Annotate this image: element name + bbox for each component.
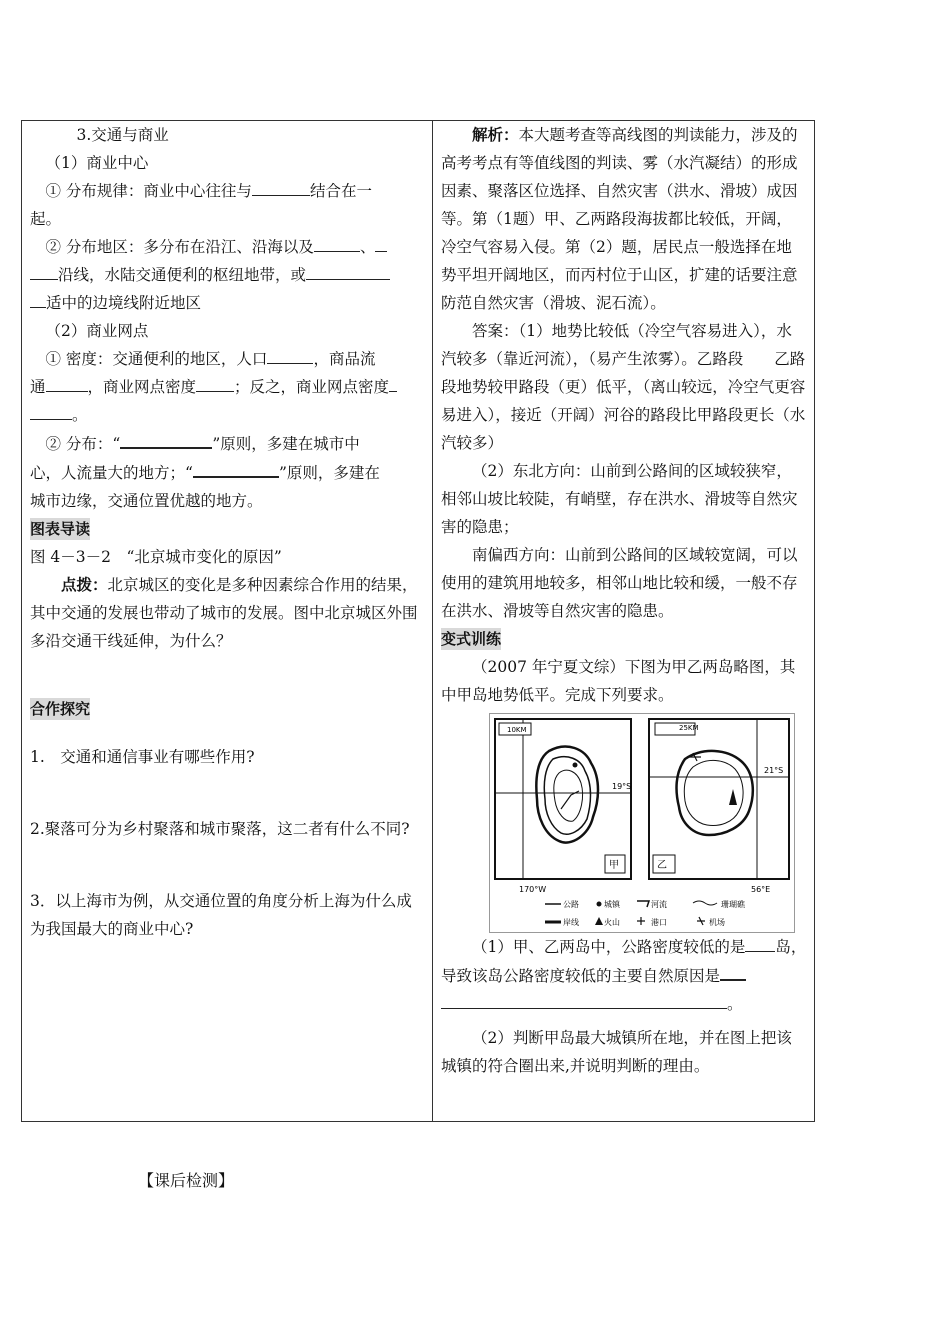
blank-field[interactable] bbox=[196, 373, 234, 392]
svg-text:甲: 甲 bbox=[609, 860, 619, 871]
left-column bbox=[30, 121, 424, 943]
answer-2: （2）东北方向：山前到公路间的区域较狭窄，相邻山坡比较陡，有峭壁，存在洪水、滑坡等自然灾害的隐患； bbox=[441, 462, 798, 536]
blank-field[interactable] bbox=[30, 261, 58, 280]
text-line: 适中的边境线附近地区 bbox=[30, 289, 424, 317]
distribution-rule: ① 分布规律：商业中心往往与 结合在一 bbox=[30, 177, 424, 205]
question-2: 2.聚落可分为乡村聚落和城市聚落，这二者有什么不同? bbox=[30, 820, 410, 838]
variant-question-2: （2）判断甲岛最大城镇所在地，并在图上把该城镇的符合圈出来,并说明判断的理由。 bbox=[441, 1029, 792, 1075]
text-line: 起。 bbox=[30, 210, 62, 228]
distribution-principle: ② 分布：“ ”原则，多建在城市中 bbox=[30, 429, 424, 458]
blank-field[interactable] bbox=[252, 177, 310, 196]
svg-text:25KM: 25KM bbox=[679, 724, 699, 732]
column-divider bbox=[432, 121, 433, 1121]
text-line: 心，人流量大的地方；“ ”原则，多建在 bbox=[30, 458, 424, 487]
island-map-figure bbox=[489, 713, 795, 933]
worksheet-table bbox=[21, 120, 815, 1122]
blank-field[interactable] bbox=[441, 990, 727, 1009]
text-line: 。 bbox=[441, 990, 807, 1018]
text-line: 通 ，商业网点密度 ；反之，商业网点密度 bbox=[30, 373, 424, 401]
subsection-commercial-center: （1）商业中心 bbox=[45, 154, 149, 172]
svg-text:10KM: 10KM bbox=[507, 726, 527, 734]
svg-text:城镇: 城镇 bbox=[604, 900, 620, 909]
heading-chart-reading: 图表导读 bbox=[30, 520, 91, 538]
answer-3: 南偏西方向：山前到公路间的区域较宽阔，可以使用的建筑用地较多，相邻山地比较和缓，一般不存在洪水、滑坡等自然灾害的隐患。 bbox=[441, 546, 798, 620]
blank-field[interactable] bbox=[306, 261, 390, 280]
svg-text:21°S: 21°S bbox=[764, 766, 784, 775]
text-line: 。 bbox=[30, 401, 424, 429]
blank-field[interactable] bbox=[745, 933, 775, 952]
distribution-area: ② 分布地区：多分布在沿江、沿海以及 、 bbox=[30, 233, 424, 261]
blank-field[interactable] bbox=[314, 233, 360, 252]
svg-text:19°S: 19°S bbox=[612, 782, 632, 791]
variant-intro: （2007 年宁夏文综）下图为甲乙两岛略图，其中甲岛地势低平。完成下列要求。 bbox=[441, 658, 796, 704]
density-line: ① 密度：交通便利的地区，人口 ，商品流 bbox=[30, 345, 424, 373]
blank-field[interactable] bbox=[720, 961, 746, 981]
svg-text:公路: 公路 bbox=[563, 900, 579, 909]
blank-field[interactable] bbox=[389, 373, 397, 392]
svg-text:170°W: 170°W bbox=[519, 885, 547, 894]
heading-variant-training: 变式训练 bbox=[441, 630, 502, 648]
text-line: 沿线，水陆交通便利的枢纽地带，或 bbox=[30, 261, 424, 289]
svg-text:岸线: 岸线 bbox=[563, 918, 579, 927]
tip-paragraph: 点拨：北京城区的变化是多种因素综合作用的结果，其中交通的发展也带动了城市的发展。图中北京城区外围多沿交通干线延伸，为什么？ bbox=[30, 575, 418, 650]
svg-text:珊瑚礁: 珊瑚礁 bbox=[721, 900, 745, 909]
heading-cooperative-inquiry: 合作探究 bbox=[30, 700, 91, 718]
island-map bbox=[489, 713, 795, 933]
question-1: 1. 交通和通信事业有哪些作用? bbox=[30, 748, 255, 766]
right-column bbox=[441, 121, 807, 1080]
section-title: 3.交通与商业 bbox=[76, 126, 169, 144]
variant-question-1: （1）甲、乙两岛中，公路密度较低的是 岛，导致该岛公路密度较低的主要自然原因是 bbox=[441, 933, 807, 990]
figure-caption: 图 4－3－2 “北京城市变化的原因” bbox=[30, 548, 282, 566]
question-3: 3．以上海市为例，从交通位置的角度分析上海为什么成为我国最大的商业中心? bbox=[30, 892, 412, 938]
blank-field[interactable] bbox=[375, 233, 387, 252]
after-class-test-heading: 【课后检测】 bbox=[138, 1171, 235, 1190]
answer-1: 答案：（1）地势比较低（冷空气容易进入），水汽较多（靠近河流），（易产生浓雾）。乙路段 乙路段地势较甲路段（更）低平，（离山较远，冷空气更容易进入），接近（开阔）河谷的路段比甲路段更长（水汽较多） bbox=[441, 322, 806, 452]
blank-field[interactable] bbox=[120, 429, 212, 449]
svg-text:机场: 机场 bbox=[709, 918, 725, 927]
analysis-paragraph: 解析：本大题考查等高线图的判读能力，涉及的高考考点有等值线图的判读、雾（水汽凝结）的形成因素、聚落区位选择、自然灾害（洪水、滑坡）成因等。第（1题）甲、乙两路段海拔都比较低，开阔，冷空气容易入侵。第（2）题，居民点一般选择在地势平坦开阔地区，而丙村位于山区，扩建的话要注意防范自然灾害（滑坡、泥石流）。 bbox=[441, 125, 798, 312]
text-line: 城市边缘，交通位置优越的地方。 bbox=[30, 492, 263, 510]
svg-text:河流: 河流 bbox=[651, 900, 667, 909]
blank-field[interactable] bbox=[267, 345, 313, 364]
svg-text:乙: 乙 bbox=[657, 860, 667, 871]
svg-text:56°E: 56°E bbox=[751, 885, 771, 894]
blank-field[interactable] bbox=[30, 401, 72, 420]
svg-text:港口: 港口 bbox=[651, 918, 667, 927]
blank-field[interactable] bbox=[30, 289, 46, 308]
blank-field[interactable] bbox=[46, 373, 88, 392]
subsection-commercial-network: （2）商业网点 bbox=[45, 322, 149, 340]
blank-field[interactable] bbox=[193, 458, 279, 478]
svg-text:火山: 火山 bbox=[604, 918, 620, 927]
town-a bbox=[573, 763, 578, 768]
